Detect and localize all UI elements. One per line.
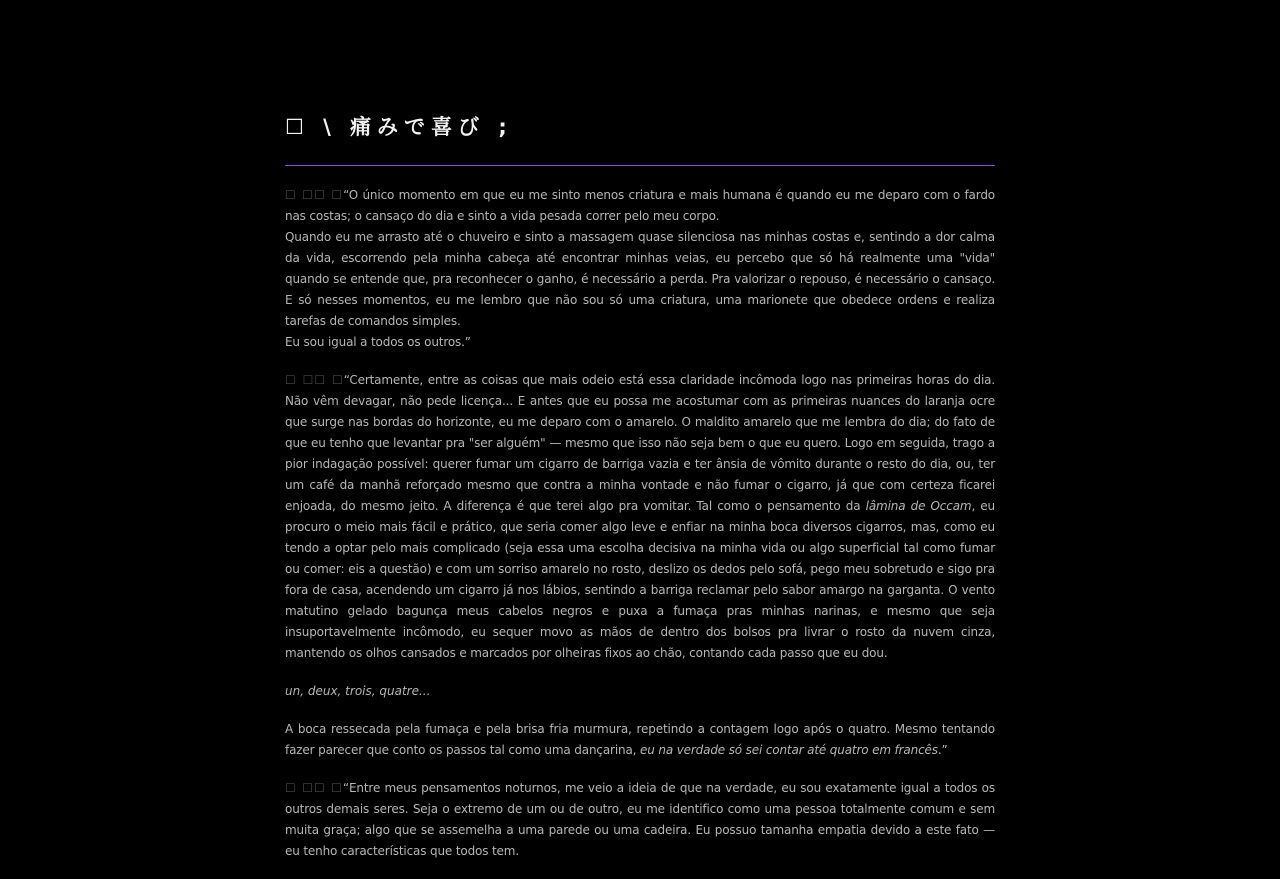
entry-2-text-before: “Certamente, entre as coisas que mais odeio está essa claridade incômoda logo nas primeiras horas do dia. Não vêm devagar, não pede licença... E antes que eu possa me acostumar com as primeiras nuances do laranja ocre que surge nas bordas do horizonte, eu me deparo com o amarelo. O maldito amarelo que me lembra do dia; do fato de que eu tenho que levantar pra "ser alguém" — mesmo que isso não seja bem o que eu quero. Logo em seguida, trago a pior indagação possível: querer fumar um cigarro de barriga vazia e ter ânsia de vômito durante o resto do dia, ou, ter um café da manhã reforçado mesmo que contra a minha vontade e não fumar o cigarro, já que com certeza ficarei enjoada, do mesmo jeito. A diferença é que terei algo pra vomitar. Tal como o pensamento da <box>285 373 995 513</box>
title-divider <box>285 165 995 166</box>
entry-2 <box>285 370 995 664</box>
entry-1-paragraph-2: Quando eu me arrasto até o chuveiro e sinto a massagem quase silenciosa nas minhas costas e, sentindo a dor calma da vida, escorrendo pela minha cabeça até encontrar minhas veias, eu percebo que só há realmente uma "vida" quando se entende que, pra reconhecer o ganho, é necessário a perda. Pra valorizar o repouso, é necessário o cansaço. E só nesses momentos, eu me lembro que não sou só uma criatura, uma marionete que obedece ordens e realiza tarefas de comandos simples. <box>285 230 995 328</box>
entry-3-text-after: .” <box>937 743 948 757</box>
entry-1-paragraph-3: Eu sou igual a todos os outros.” <box>285 335 471 349</box>
entry-4 <box>285 778 995 862</box>
entry-mark-icon: ☐ ☐☐ ☐ <box>285 188 344 202</box>
entry-1-text: “O único momento em que eu me sinto menos criatura e mais humana é quando eu me deparo com o fardo nas costas; o cansaço do dia e sinto a vida pesada correr pelo meu corpo. <box>285 188 995 223</box>
counting-line: un, deux, trois, quatre... <box>285 684 431 698</box>
entry-mark-icon: ☐ ☐☐ ☐ <box>285 781 343 795</box>
entry-2-italic: lâmina de Occam <box>865 499 972 513</box>
entry-mark-icon: ☐ ☐☐ ☐ <box>285 373 344 387</box>
entry-2-paragraph <box>285 370 995 664</box>
entry-1-paragraph-1 <box>285 185 995 227</box>
entry-3 <box>285 719 995 761</box>
entry-1 <box>285 185 995 353</box>
entry-4-paragraph <box>285 778 995 862</box>
entry-3-text-before: A boca ressecada pela fumaça e pela brisa fria murmura, repetindo a contagem logo após o quatro. Mesmo tentando fazer parecer que conto os passos tal como uma dançarina, <box>285 722 995 757</box>
entry-3-italic: eu na verdade só sei contar até quatro em francês <box>640 743 938 757</box>
entry-2-text-after: , eu procuro o meio mais fácil e prático, que seria comer algo leve e enfiar na minha boca diversos cigarros, mas, como eu tendo a optar pelo mais complicado (seja essa uma escolha decisiva na minha vida ou algo superficial tal como fumar ou comer: eis a questão) e com um sorriso amarelo no rosto, deslizo os dedos pelo sofá, pego meu sobretudo e sigo pra fora de casa, acendendo um cigarro já nos lábios, sentindo a barriga reclamar pelo sabor amargo na garganta. O vento matutino gelado bagunça meus cabelos negros e puxa a fumaça pras minhas narinas, e mesmo que seja insuportavelmente incômodo, eu sequer movo as mãos de dentro dos bolsos pra livrar o rosto da nuvem cinza, mantendo os olhos cansados e marcados por olheiras fixos ao chão, contando cada passo que eu dou. <box>285 499 995 660</box>
entry-4-text: “Entre meus pensamentos noturnos, me veio a ideia de que na verdade, eu sou exatamente igual a todos os outros demais seres. Seja o extremo de um ou de outro, eu me identifico como uma pessoa totalmente comum e sem muita graça; algo que se assemelha a uma parede ou uma cadeira. Eu possuo tamanha empatia devido a este fato — eu tenho características que todos tem. <box>285 781 995 858</box>
post-title: ☐ \ 痛みで喜び ; <box>285 115 513 139</box>
post-container <box>285 108 995 879</box>
entry-3-paragraph <box>285 719 995 761</box>
